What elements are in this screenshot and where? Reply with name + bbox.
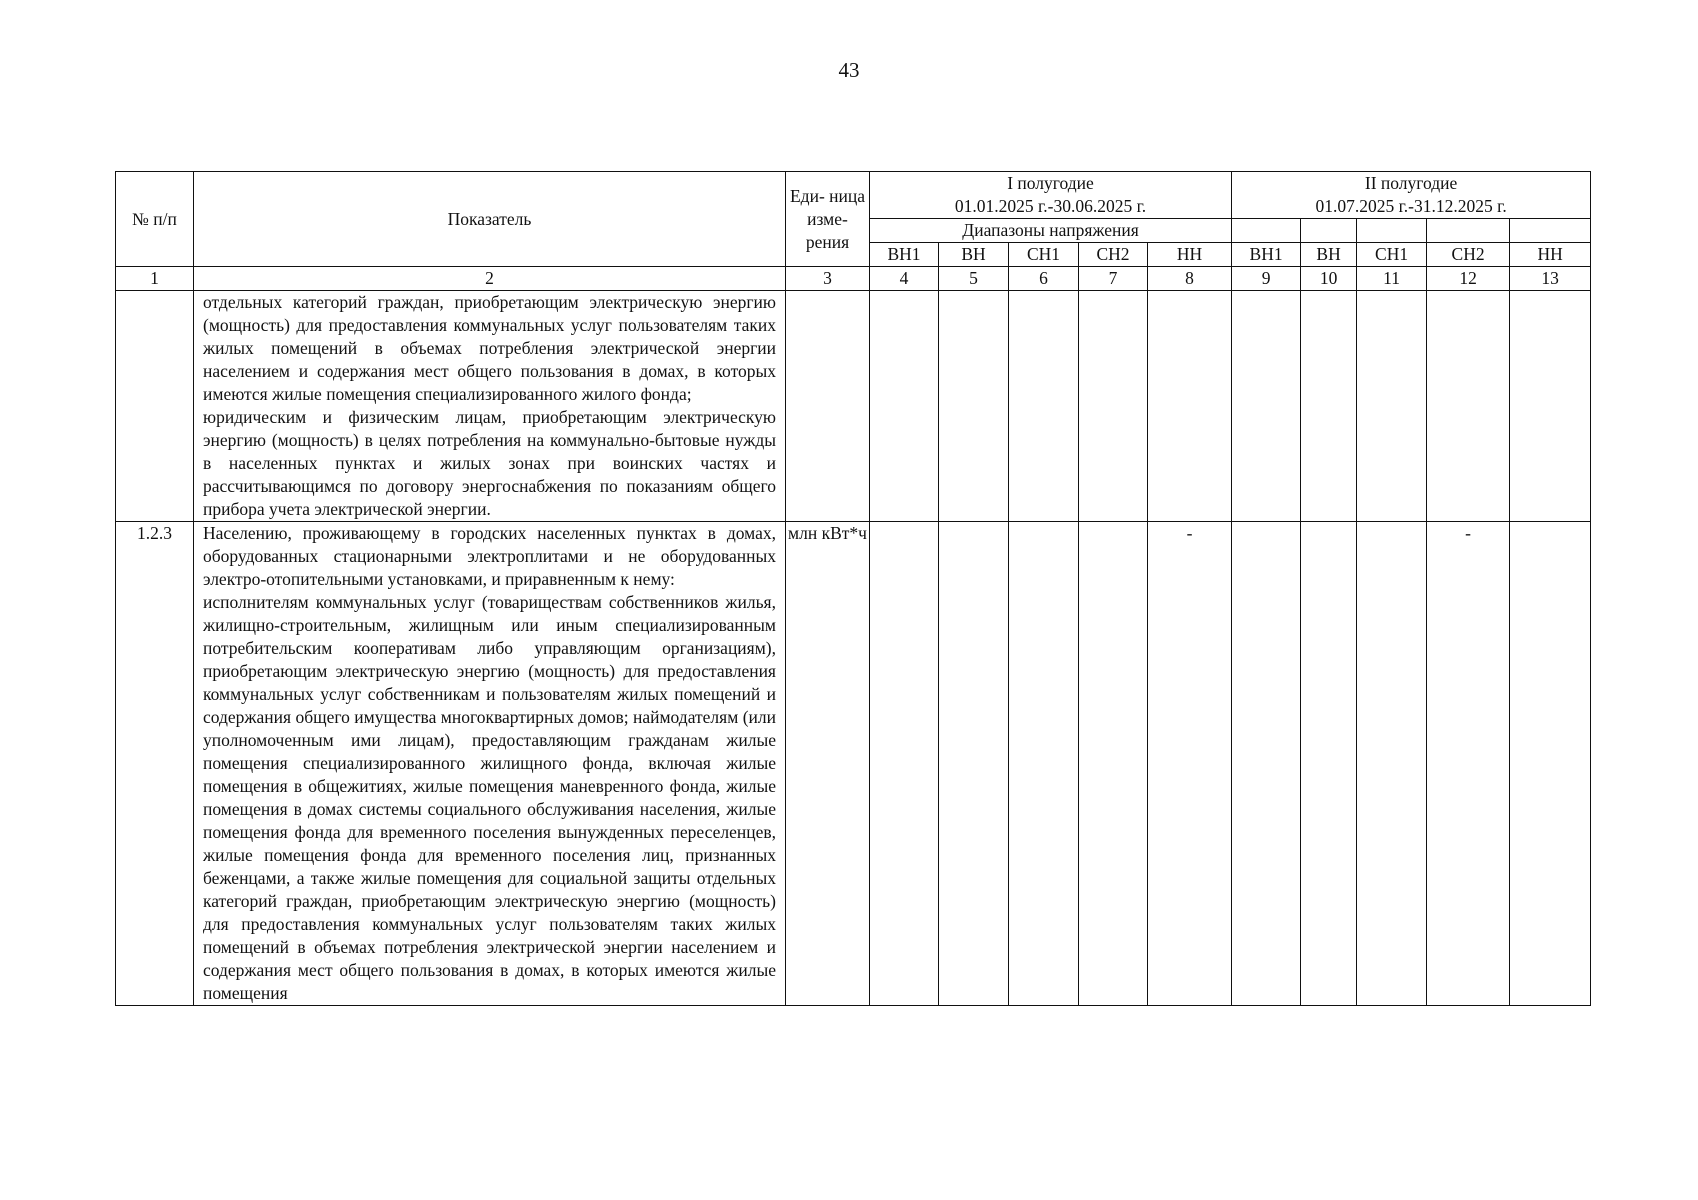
voltage-level: СН1 — [1009, 243, 1079, 267]
row-value — [1301, 522, 1357, 1006]
row-value — [1009, 291, 1079, 522]
header-half2 — [1232, 172, 1591, 219]
row-value — [1510, 522, 1591, 1006]
voltage-level: ВН1 — [870, 243, 939, 267]
row-value — [1148, 291, 1232, 522]
indicator-paragraph: Населению, проживающему в городских населенных пунктах в домах, оборудованных стационарными электроплитами и не оборудованных электро-отопительными установками, и приравненным к нему: — [203, 523, 776, 589]
header-indicator: Показатель — [194, 172, 786, 267]
blank-header-cell — [1232, 219, 1301, 243]
blank-header-cell — [1427, 219, 1510, 243]
voltage-level: СН1 — [1357, 243, 1427, 267]
row-value — [1009, 522, 1079, 1006]
row-value — [1079, 291, 1148, 522]
row-value: - — [1148, 522, 1232, 1006]
voltage-level: СН2 — [1079, 243, 1148, 267]
table-row — [116, 522, 1591, 1006]
page-number: 43 — [838, 58, 860, 82]
indicator-paragraph: исполнителям коммунальных услуг (товариществам собственников жилья, жилищно-строительным, жилищным или иным специализированным потребительским кооперативам либо управляющим организациям), приобретающим электрическую энергию (мощность) для предоставления коммунальных услуг собственникам и пользователям жилых помещений и содержания общего имущества многоквартирных домов; наймодателям (или уполномоченным ими лицам), предоставляющим гражданам жилые помещения специализированного жилищного фонда, включая жилые помещения в общежитиях, жилые помещения маневренного фонда, жилые помещения в домах системы социального обслуживания населения, жилые помещения фонда для временного поселения вынужденных переселенцев, жилые помещения фонда для временного поселения лиц, признанных беженцами, а также жилые помещения для социальной защиты отдельных категорий граждан, приобретающим электрическую энергию (мощность) для предоставления коммунальных услуг пользователям таких жилых помещений в объемах потребления электрической энергии населением и содержания мест общего пользования в домах, в которых имеются жилые помещения — [203, 592, 776, 1003]
column-number: 11 — [1357, 267, 1427, 291]
column-number: 10 — [1301, 267, 1357, 291]
voltage-level: НН — [1510, 243, 1591, 267]
half2-title: II полугодие — [1364, 173, 1458, 193]
tariff-table — [115, 171, 1591, 1006]
row-value — [1232, 291, 1301, 522]
row-value — [939, 522, 1009, 1006]
half2-dates: 01.07.2025 г.-31.12.2025 г. — [1315, 196, 1507, 216]
indicator-paragraph: отдельных категорий граждан, приобретающим электрическую энергию (мощность) для предоставления коммунальных услуг пользователям таких жилых помещений в объемах потребления электрической энергии населением и содержания мест общего пользования в домах, в которых имеются жилые помещения специализированного жилого фонда; — [203, 292, 776, 404]
voltage-level: ВН — [1301, 243, 1357, 267]
row-value — [870, 522, 939, 1006]
column-number: 9 — [1232, 267, 1301, 291]
row-value — [1301, 291, 1357, 522]
column-number: 7 — [1079, 267, 1148, 291]
header-unit-text: Еди- ница изме- рения — [789, 185, 866, 252]
table-row — [116, 291, 1591, 522]
header-half1 — [870, 172, 1232, 219]
indicator-paragraph: юридическим и физическим лицам, приобретающим электрическую энергию (мощность) в целях потребления на коммунально-бытовые нужды в населенных пунктах и жилых зонах при воинских частях и рассчитывающимся по договору энергоснабжения по показаниям общего прибора учета электрической энергии. — [203, 407, 776, 519]
voltage-level: ВН — [939, 243, 1009, 267]
column-number: 12 — [1427, 267, 1510, 291]
column-number: 13 — [1510, 267, 1591, 291]
voltage-level: СН2 — [1427, 243, 1510, 267]
blank-header-cell — [1510, 219, 1591, 243]
row-value — [1510, 291, 1591, 522]
half1-title: I полугодие — [1007, 173, 1094, 193]
header-no: № п/п — [116, 172, 194, 267]
column-number: 4 — [870, 267, 939, 291]
row-value — [939, 291, 1009, 522]
column-number: 8 — [1148, 267, 1232, 291]
row-value — [1357, 291, 1427, 522]
row-unit — [786, 291, 870, 522]
row-value — [1232, 522, 1301, 1006]
row-indicator — [194, 522, 786, 1006]
row-unit: млн кВт*ч — [786, 522, 870, 1006]
row-value — [1357, 522, 1427, 1006]
column-number: 6 — [1009, 267, 1079, 291]
blank-header-cell — [1357, 219, 1427, 243]
blank-header-cell — [1301, 219, 1357, 243]
row-index: 1.2.3 — [116, 522, 194, 1006]
voltage-level: НН — [1148, 243, 1232, 267]
voltage-level: ВН1 — [1232, 243, 1301, 267]
column-number: 3 — [786, 267, 870, 291]
voltage-ranges-label: Диапазоны напряжения — [870, 219, 1232, 243]
row-indicator — [194, 291, 786, 522]
header-unit — [786, 172, 870, 267]
row-value — [1427, 291, 1510, 522]
half1-dates: 01.01.2025 г.-30.06.2025 г. — [954, 196, 1147, 216]
row-value — [1079, 522, 1148, 1006]
row-index — [116, 291, 194, 522]
column-numbers-row — [116, 267, 1591, 291]
row-value — [870, 291, 939, 522]
column-number: 2 — [194, 267, 786, 291]
column-number: 5 — [939, 267, 1009, 291]
row-value: - — [1427, 522, 1510, 1006]
column-number: 1 — [116, 267, 194, 291]
